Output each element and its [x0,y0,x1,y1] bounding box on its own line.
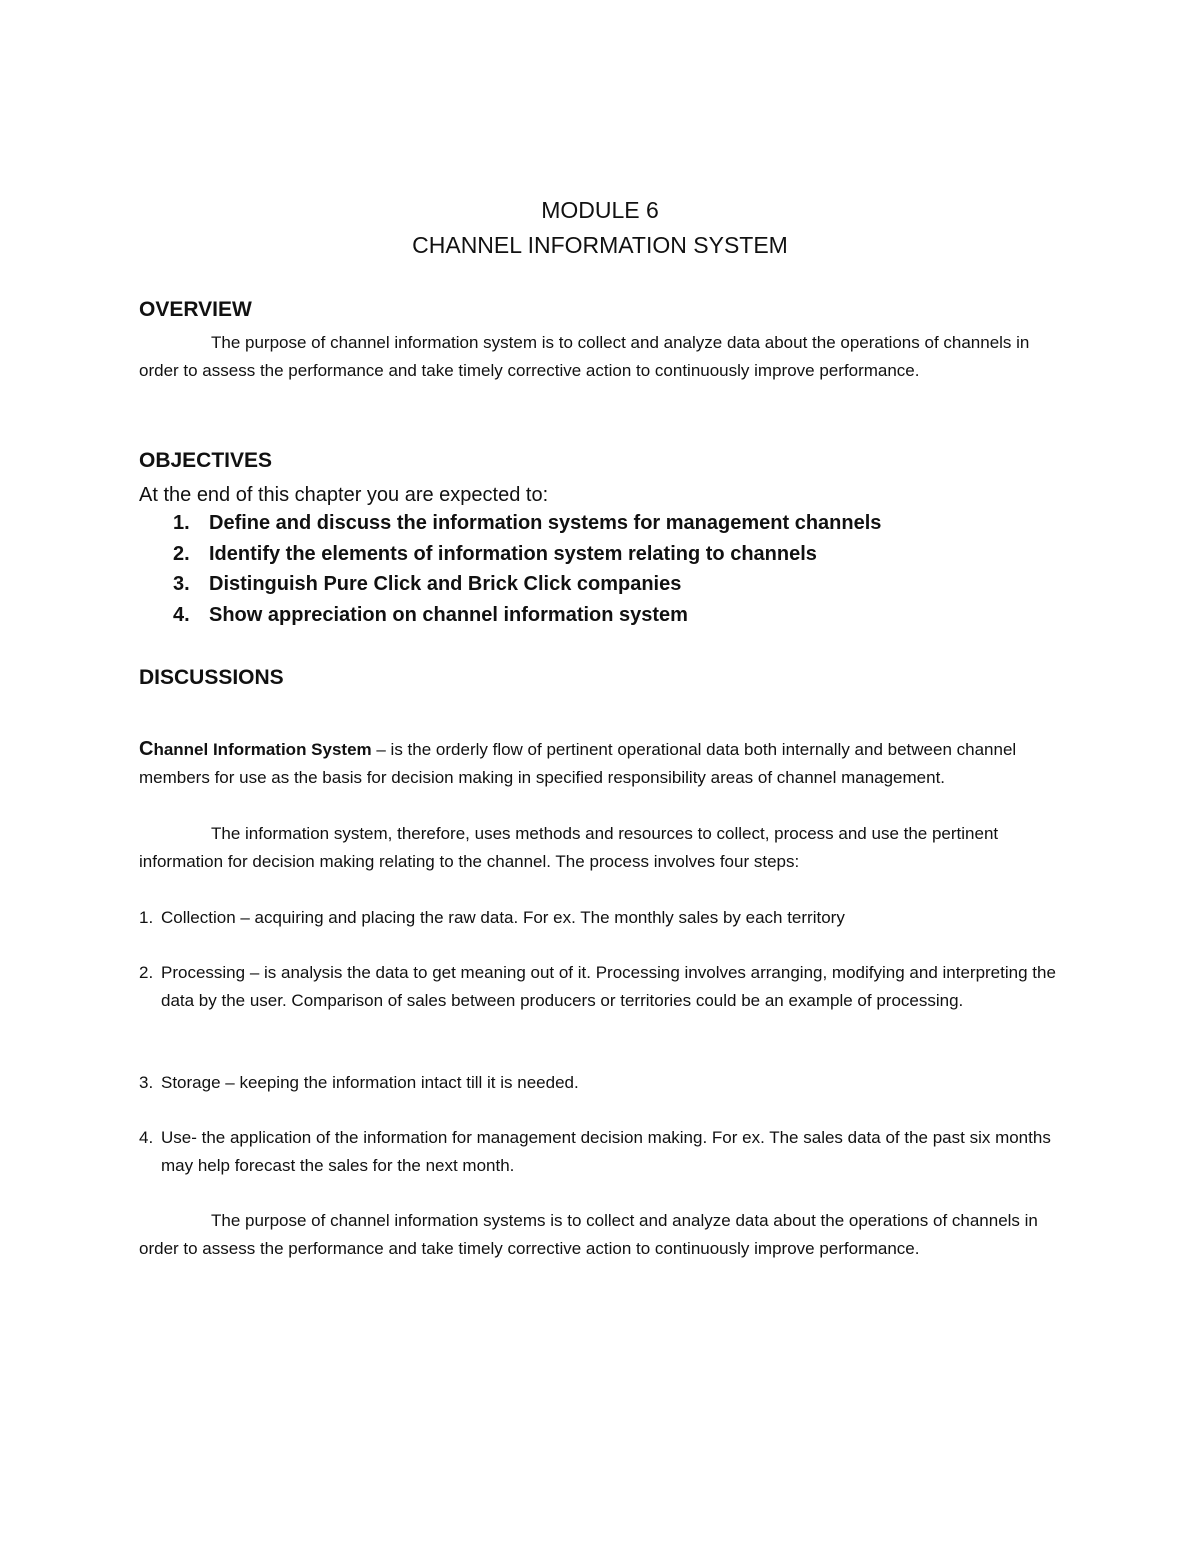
process-step [139,1069,1069,1097]
objectives-heading: OBJECTIVES [139,449,273,472]
step-number: 1. [139,908,154,927]
step-text: Collection – acquiring and placing the raw data. For ex. The monthly sales by each territory [161,908,845,927]
objective-text: Define and discuss the information systems for management channels [209,512,882,534]
objective-text: Distinguish Pure Click and Brick Click companies [209,573,682,596]
objective-text: Show appreciation on channel information system [209,603,688,626]
objectives-intro: At the end of this chapter you are expected to: [139,484,549,506]
objective-number: 4. [173,603,190,626]
objective-item [139,569,881,600]
closing-paragraph: The purpose of channel information systems is to collect and analyze data about the operations of channels in order to assess the performance and take timely corrective action to continuously improve performance. [139,1211,1038,1258]
step-text: Storage – keeping the information intact till it is needed. [161,1073,579,1092]
cis-term-initial: C [139,738,154,760]
objective-text: Identify the elements of information system relating to channels [209,542,817,565]
process-step [139,1124,1069,1179]
discussions-heading: DISCUSSIONS [139,666,284,689]
cis-definition-text: – is the orderly flow of pertinent operational data both internally and between channel members for use as the basis for decision making in specified responsibility areas of channel management. [139,740,1017,787]
objective-number: 1. [173,512,190,534]
objective-number: 2. [173,542,190,565]
objective-item [139,600,881,631]
objectives-list [139,508,881,630]
overview-heading: OVERVIEW [139,298,252,321]
step-number: 4. [139,1128,154,1147]
cis-term-rest: hannel Information System [153,740,372,759]
cis-term [139,740,372,759]
cis-definition-paragraph [139,736,1069,791]
module-title: MODULE 6 [541,197,659,223]
objective-number: 3. [173,573,190,596]
info-system-paragraph: The information system, therefore, uses methods and resources to collect, process and use the pertinent information for decision making relating to the channel. The process involves four steps: [139,824,999,871]
module-subtitle: CHANNEL INFORMATION SYSTEM [412,232,788,258]
step-text: Processing – is analysis the data to get meaning out of it. Processing involves arranging, modifying and interpreting the data by the user. Comparison of sales between producers or territories could be an example of processing. [161,963,1056,1010]
step-number: 3. [139,1073,154,1092]
process-step [139,904,1069,932]
step-number: 2. [139,963,154,982]
objective-item [139,508,881,539]
objective-item [139,539,881,570]
overview-paragraph: The purpose of channel information system is to collect and analyze data about the operations of channels in order to assess the performance and take timely corrective action to continuously improve performance. [139,333,1030,380]
process-step [139,959,1069,1014]
step-text: Use- the application of the information for management decision making. For ex. The sales data of the past six months may help forecast the sales for the next month. [161,1128,1051,1175]
